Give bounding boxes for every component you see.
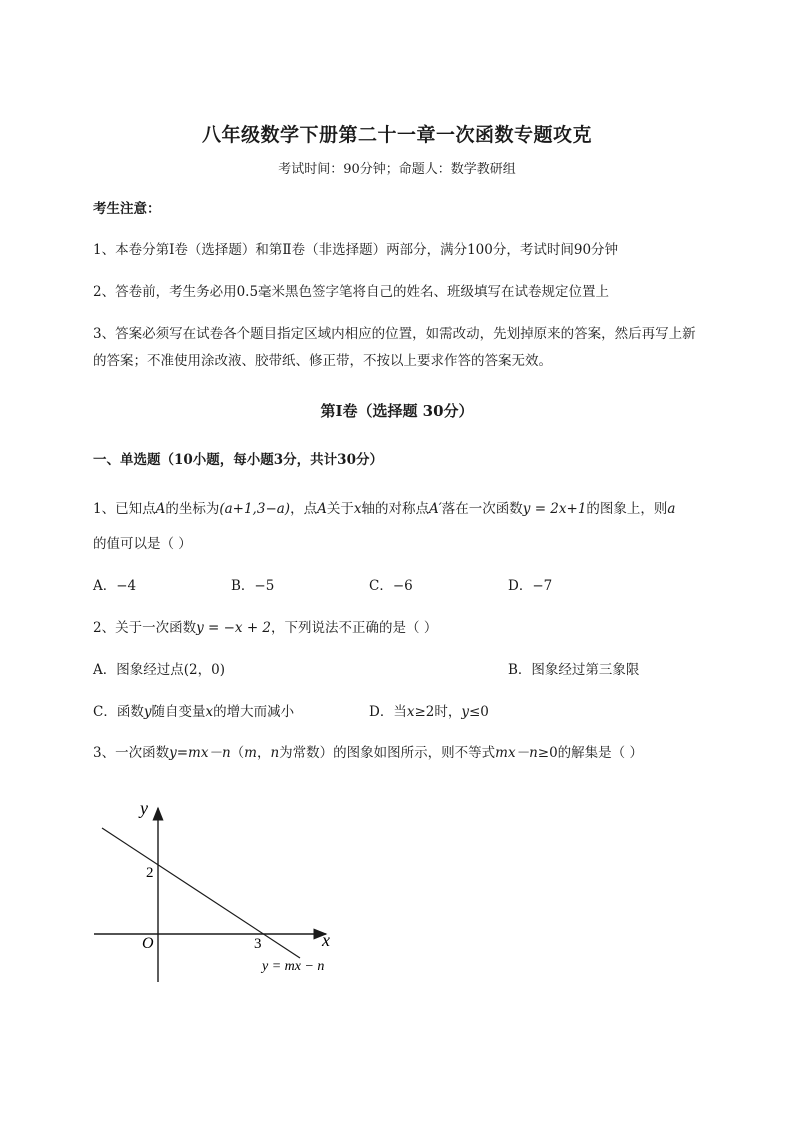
notice-item-2: 2、答卷前，考生务必用0.5毫米黑色签字笔将自己的姓名、班级填写在试卷规定位置上 [93,284,610,300]
question-2-option-d: D．当x≥2时，y≤0 [369,704,489,720]
x-axis-label: x [322,930,330,950]
part-heading: 一、单选题（10小题，每小题3分，共计30分） [93,452,383,468]
document-title: 八年级数学下册第二十一章一次函数专题攻克 [201,124,592,146]
notice-heading: 考生注意： [93,201,161,217]
question-1-line-1: 1、已知点A的坐标为(a+1,3−a)，点A关于x轴的对称点A′落在一次函数y = 2x+1的图象上，则a [93,501,676,517]
question-1-option-a: A．−4 [93,578,137,594]
line-equation-label: y = mx − n [262,959,325,974]
question-1-line-2: 的值可以是（ ） [93,536,192,552]
notice-item-1: 1、本卷分第I卷（选择题）和第Ⅱ卷（非选择题）两部分，满分100分，考试时间90分钟 [93,242,619,258]
notice-item-3-cont: 的答案；不准使用涂改液、胶带纸、修正带，不按以上要求作答的答案无效。 [93,353,552,369]
function-line [102,828,300,958]
origin-label: O [142,935,154,952]
x-intercept-label: 3 [254,936,262,952]
y-axis-label: y [140,798,148,818]
question-2-option-a: A．图象经过点(2，0) [93,662,225,678]
linear-function-graph [90,796,350,986]
question-2-option-c: C．函数y随自变量x的增大而减小 [93,704,295,720]
question-2-option-b: B．图象经过第三象限 [508,662,640,678]
question-3-stem: 3、一次函数y=mx－n（m，n为常数）的图象如图所示，则不等式mx－n≥0的解集是（ ） [93,745,643,761]
notice-item-3: 3、答案必须写在试卷各个题目指定区域内相应的位置，如需改动，先划掉原来的答案，然后再写上新 [93,326,696,342]
y-intercept-label: 2 [146,865,154,881]
document-subtitle: 考试时间：90分钟；命题人：数学教研组 [278,162,516,177]
section-title: 第I卷（选择题 30分） [320,402,474,420]
question-2-stem: 2、关于一次函数y = −x + 2，下列说法不正确的是（ ） [93,620,438,636]
question-1-option-d: D．−7 [508,578,553,594]
question-1-option-c: C．−6 [369,578,413,594]
question-1-option-b: B．−5 [231,578,275,594]
